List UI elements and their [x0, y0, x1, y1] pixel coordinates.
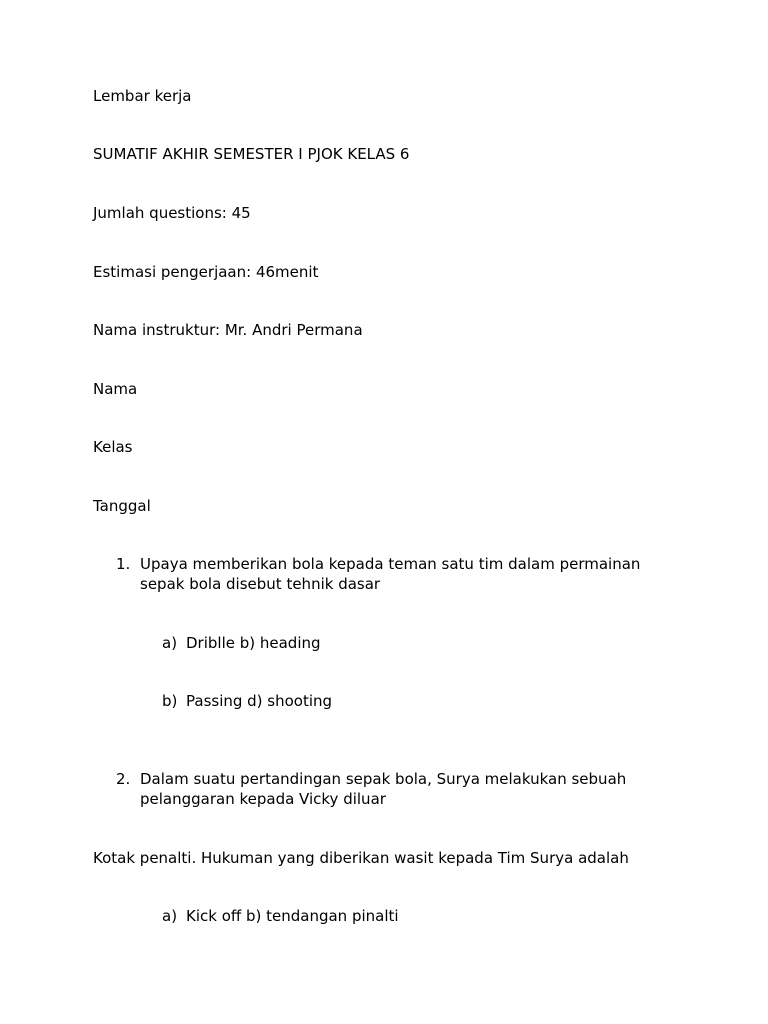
option-text: Passing d) shooting — [186, 692, 333, 710]
estimated-time: Estimasi pengerjaan: 46menit — [93, 263, 319, 281]
question-continuation: Kotak penalti. Hukuman yang diberikan wasit kepada Tim Surya adalah — [93, 849, 629, 867]
class-label: Kelas — [93, 438, 133, 456]
option-text: Kick off b) tendangan pinalti — [186, 907, 399, 925]
question-text: Dalam suatu pertandingan sepak bola, Surya melakukan sebuah pelanggaran kepada Vicky diluar — [140, 770, 627, 808]
date-label: Tanggal — [93, 497, 151, 515]
question-count: Jumlah questions: 45 — [93, 204, 251, 222]
worksheet-title: SUMATIF AKHIR SEMESTER I PJOK KELAS 6 — [93, 145, 410, 163]
student-name-label: Nama — [93, 380, 138, 398]
question-text: Upaya memberikan bola kepada teman satu tim dalam permainan sepak bola disebut tehnik dasar — [140, 555, 641, 593]
instructor-name: Nama instruktur: Mr. Andri Permana — [93, 321, 363, 339]
question-number: 2. — [116, 770, 131, 788]
question-number: 1. — [116, 555, 131, 573]
option-letter: b) — [162, 692, 178, 710]
option-text: Driblle b) heading — [186, 634, 321, 652]
option-letter: a) — [162, 907, 178, 925]
worksheet-label: Lembar kerja — [93, 87, 192, 105]
option-letter: a) — [162, 634, 178, 652]
